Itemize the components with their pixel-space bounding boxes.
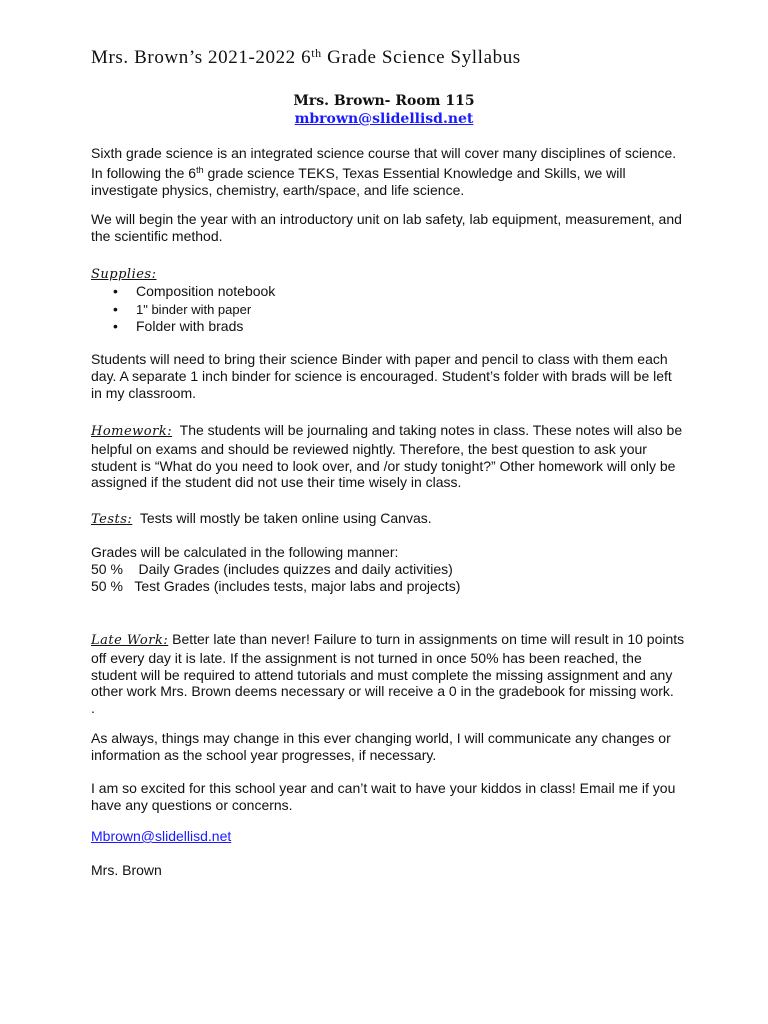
homework-heading: Homework: [91, 424, 173, 439]
grades-paragraph: Grades will be calculated in the following manner: 50 % Daily Grades (includes quizzes and daily activities) 50 % Test Grades (includes tests, major labs and projects) [91, 544, 691, 594]
footer-email-link[interactable]: Mbrown@slidellisd.net [91, 828, 232, 844]
supplies-heading: Supplies: [91, 267, 157, 282]
page-title [91, 46, 521, 69]
teacher-email-heading [0, 111, 768, 127]
list-item: • Composition notebook [91, 283, 275, 301]
signature: Mrs. Brown [91, 862, 162, 878]
teacher-room-heading: Mrs. Brown- Room 115 [293, 93, 475, 109]
grade-row: 50 % Daily Grades (includes quizzes and daily activities) [91, 560, 453, 577]
title-text-end: Grade Science Syllabus [321, 47, 521, 68]
title-superscript: th [311, 46, 322, 60]
homework-paragraph: Homework: The students will be journaling and taking notes in class. These notes will also be helpful on exams and should be reviewed nightly. Therefore, the best question to ask your student is “What do you need to look over, and /or study tonight?” Other homework will only be assigned if the student did not use their time wisely in class. [91, 422, 683, 491]
title-text: Mrs. Brown’s 2021-2022 6 [91, 47, 312, 68]
late-work-heading: Late Work: [91, 633, 169, 648]
intro-paragraph: Sixth grade science is an integrated science course that will cover many disciplines of science. In following the 6th grade science TEKS, Texas Essential Knowledge and Skills, we will investigate physics, chemistry, earth/space, and life science. [91, 145, 677, 198]
list-item: • 1" binder with paper [91, 301, 275, 319]
closing-paragraph: I am so excited for this school year and can’t wait to have your kiddos in class! Email me if you have any questions or concerns. [91, 780, 676, 813]
list-item: • Folder with brads [91, 318, 275, 336]
intro-unit-paragraph: We will begin the year with an introductory unit on lab safety, lab equipment, measurement, and the scientific method. [91, 211, 682, 244]
tests-heading: Tests: [91, 512, 133, 527]
binder-paragraph: Students will need to bring their science Binder with paper and pencil to class with them each day. A separate 1 inch binder for science is encouraged. Student’s folder with brads will be left in my classroom. [91, 351, 672, 401]
changes-paragraph: As always, things may change in this ever changing world, I will communicate any changes or information as the school year progresses, if necessary. [91, 730, 671, 763]
late-work-paragraph: Late Work: Better late than never! Failure to turn in assignments on time will result in 10 points off every day it is late. If the assignment is not turned in once 50% has been reached, the student will be required to attend tutorials and must complete the missing assignment and any other work Mrs. Brown deems necessary or will receive a 0 in the gradebook for missing work. . [91, 631, 685, 717]
supplies-list [91, 283, 275, 336]
grade-row: 50 % Test Grades (includes tests, major labs and projects) [91, 577, 461, 594]
tests-paragraph: Tests: Tests will mostly be taken online using Canvas. [91, 510, 432, 527]
teacher-email-link[interactable]: mbrown@slidellisd.net [294, 111, 474, 127]
